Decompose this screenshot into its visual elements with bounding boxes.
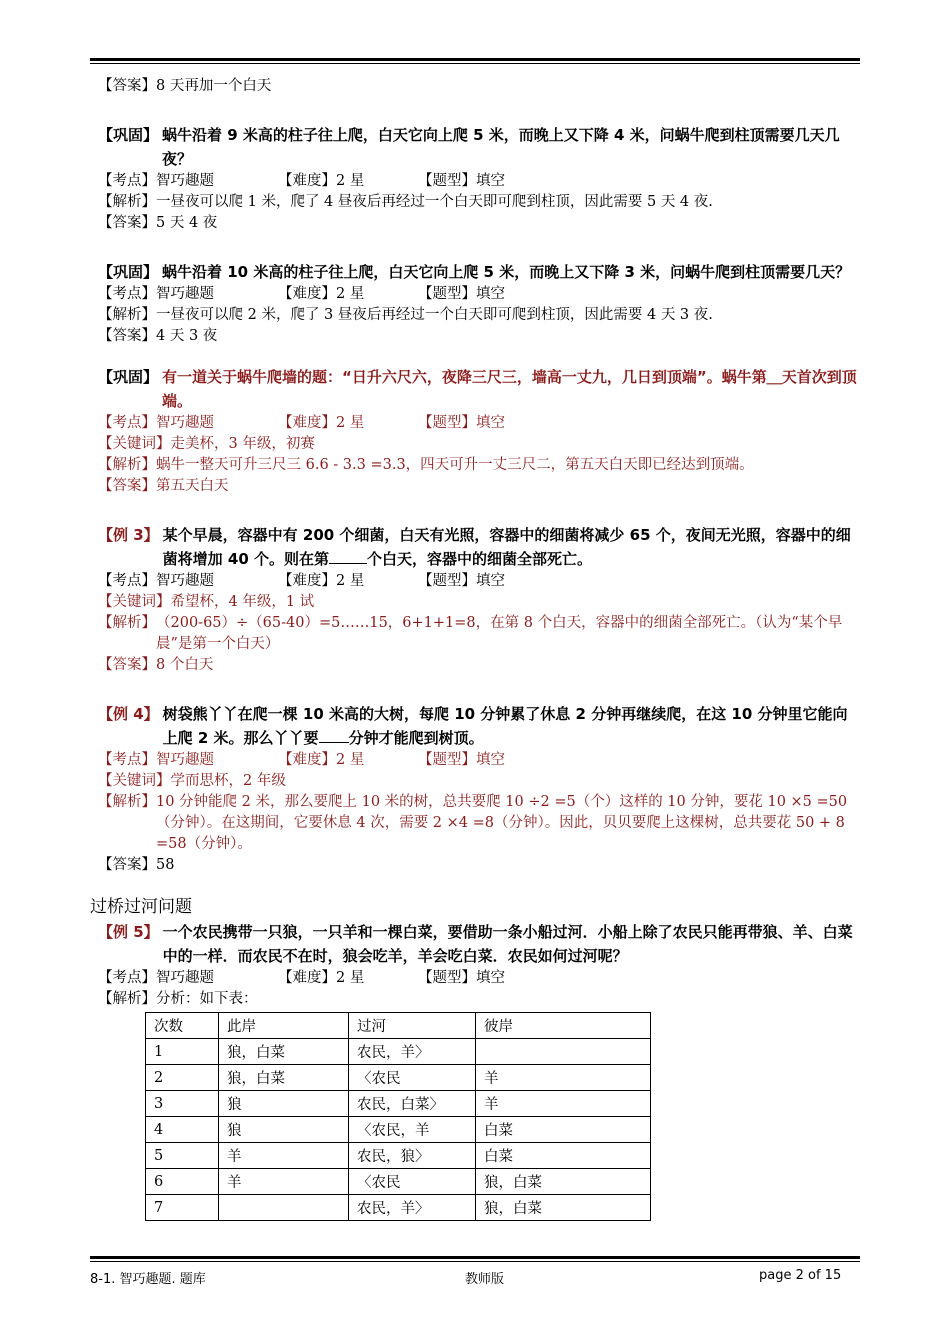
table-header: 过河 <box>349 1013 476 1039</box>
table-row <box>146 1065 651 1091</box>
question-text-a: 某个早晨，容器中有 200 个细菌，白天有光照，容器中的细菌将减少 65 个，夜间无光照，容器中的细菌将增加 40 个。则在第 <box>162 526 851 568</box>
question-block-1 <box>98 123 860 234</box>
question-text <box>159 702 860 750</box>
question-block-ex3 <box>98 523 860 676</box>
jiexi-label: 【解析】 <box>98 615 156 631</box>
section-title: 过桥过河问题 <box>90 897 192 917</box>
table-cell: 狼，白菜 <box>476 1169 651 1195</box>
tixing: 【题型】填空 <box>418 415 505 431</box>
table-cell: 农民，羊〉 <box>349 1195 476 1221</box>
table-cell: 羊 <box>476 1091 651 1117</box>
daan: 【答案】5 天 4 夜 <box>98 215 218 231</box>
question-tag: 【例 4】 <box>98 705 159 723</box>
question <box>98 702 860 750</box>
question-text-b: 分钟才能爬到树顶。 <box>348 729 484 747</box>
page-content <box>90 76 860 1221</box>
table-header-row <box>146 1013 651 1039</box>
question-tag: 【巩固】 <box>98 126 159 144</box>
question-block-ex4 <box>98 702 860 876</box>
kaodian: 【考点】智巧趣题 <box>98 752 214 768</box>
table-cell: 狼，白菜 <box>219 1065 349 1091</box>
nandu: 【难度】2 星 <box>278 173 365 189</box>
jiexi-label: 【解析】 <box>98 307 156 323</box>
answer-blank <box>329 563 367 564</box>
table-cell <box>476 1039 651 1065</box>
question <box>98 123 860 171</box>
header-rule <box>90 58 860 64</box>
question <box>98 365 860 413</box>
table-cell <box>219 1195 349 1221</box>
footer-edition: 教师版 <box>465 1272 505 1287</box>
question-block-3 <box>98 365 860 497</box>
table-header: 此岸 <box>219 1013 349 1039</box>
question <box>98 523 860 571</box>
table-header: 彼岸 <box>476 1013 651 1039</box>
tixing: 【题型】填空 <box>418 286 505 302</box>
table-cell: 羊 <box>476 1065 651 1091</box>
jiexi-label: 【解析】 <box>98 457 156 473</box>
meta-row <box>98 284 860 305</box>
table-cell: 白菜 <box>476 1117 651 1143</box>
footer-page-number: page 2 of 15 <box>759 1268 842 1283</box>
question <box>98 260 860 284</box>
jiexi-text: 一昼夜可以爬 2 米，爬了 3 昼夜后再经过一个白天即可爬到柱顶，因此需要 4 天 3 夜. <box>156 307 713 323</box>
table-cell: 羊 <box>219 1169 349 1195</box>
nandu: 【难度】2 星 <box>278 752 365 768</box>
table-cell: 狼，白菜 <box>219 1039 349 1065</box>
question-tag: 【例 3】 <box>98 526 159 544</box>
tixing: 【题型】填空 <box>418 173 505 189</box>
question-text: 蜗牛沿着 10 米高的柱子往上爬，白天它向上爬 5 米，而晚上又下降 3 米，问蜗牛爬到柱顶需要几天？ <box>162 263 851 281</box>
kaodian: 【考点】智巧趣题 <box>98 173 214 189</box>
jiexi: 【解析】分析：如下表： <box>98 991 258 1007</box>
table-row <box>146 1039 651 1065</box>
question-block-ex5 <box>98 920 860 1221</box>
question-tag: 【巩固】 <box>98 368 159 386</box>
question-text: 一个农民携带一只狼，一只羊和一棵白菜，要借助一条小船过河．小船上除了农民只能再带狼、羊、白菜中的一样．而农民不在时，狼会吃羊，羊会吃白菜．农民如何过河呢？ <box>162 923 853 965</box>
kaodian: 【考点】智巧趣题 <box>98 415 214 431</box>
jiexi-text: 一昼夜可以爬 1 米，爬了 4 昼夜后再经过一个白天即可爬到柱顶，因此需要 5 天 4 夜. <box>156 194 713 210</box>
table-cell: 7 <box>146 1195 219 1221</box>
table-row <box>146 1117 651 1143</box>
answer-prev: 【答案】8 天再加一个白天 <box>98 78 272 94</box>
footer-doc-title: 8-1. 智巧趣题. 题库 <box>90 1272 206 1287</box>
jiexi-text: 蜗牛一整天可升三尺三 6.6 - 3.3 =3.3，四天可升一丈三尺二，第五天白天即已经达到顶端。 <box>156 457 754 473</box>
table-cell: 狼 <box>219 1117 349 1143</box>
meta-row <box>98 968 860 989</box>
answer-blank <box>319 742 349 743</box>
kaodian: 【考点】智巧趣题 <box>98 970 214 986</box>
daan: 【答案】第五天白天 <box>98 478 229 494</box>
jiexi-label: 【解析】 <box>98 194 156 210</box>
nandu: 【难度】2 星 <box>278 573 365 589</box>
footer-rule <box>90 1256 860 1262</box>
table-cell: 〈农民，羊 <box>349 1117 476 1143</box>
table-cell: 5 <box>146 1143 219 1169</box>
question <box>98 920 860 968</box>
table-cell: 农民，狼〉 <box>349 1143 476 1169</box>
table-row <box>146 1143 651 1169</box>
guanjianci: 【关键词】希望杯，4 年级，1 试 <box>98 594 315 610</box>
table-cell: 狼 <box>219 1091 349 1117</box>
tixing: 【题型】填空 <box>418 970 505 986</box>
crossing-table <box>145 1012 651 1221</box>
question-text-b: 个白天，容器中的细菌全部死亡。 <box>367 550 593 568</box>
meta-row <box>98 571 860 592</box>
question-tag: 【例 5】 <box>98 923 159 941</box>
table-cell: 6 <box>146 1169 219 1195</box>
question-text: 蜗牛沿着 9 米高的柱子往上爬，白天它向上爬 5 米，而晚上又下降 4 米，问蜗牛爬到柱顶需要几天几夜？ <box>162 126 840 168</box>
jiexi <box>98 455 860 476</box>
question-text: 有一道关于蜗牛爬墙的题：“日升六尺六，夜降三尺三，墙高一丈九，几日到顶端”。蜗牛第＿天首次到顶端。 <box>162 368 857 410</box>
table-cell: 〈农民 <box>349 1169 476 1195</box>
kaodian: 【考点】智巧趣题 <box>98 286 214 302</box>
table-cell: 羊 <box>219 1143 349 1169</box>
question-block-2 <box>98 260 860 347</box>
jiexi-text: 10 分钟能爬 2 米，那么要爬上 10 米的树，总共要爬 10 ÷2 =5（个）这样的 10 分钟，要花 10 ×5 =50（分钟）。在这期间，它要休息 4 次，需要 2 ×4 =8（分钟）。因此，贝贝要爬上这棵树，总共要花 50 + 8 =58（分钟）。 <box>156 794 848 852</box>
tixing: 【题型】填空 <box>418 573 505 589</box>
nandu: 【难度】2 星 <box>278 415 365 431</box>
meta-row <box>98 750 860 771</box>
table-cell: 2 <box>146 1065 219 1091</box>
question-text-a: 树袋熊丫丫在爬一棵 10 米高的大树，每爬 10 分钟累了休息 2 分钟再继续爬，在这 10 分钟里它能向上爬 2 米。那么丫丫要 <box>162 705 848 747</box>
jiexi-label: 【解析】 <box>98 794 156 810</box>
table-cell: 农民，白菜〉 <box>349 1091 476 1117</box>
daan: 【答案】4 天 3 夜 <box>98 328 218 344</box>
table-row <box>146 1091 651 1117</box>
jiexi <box>98 305 860 326</box>
question-text <box>159 523 860 571</box>
question-tag: 【巩固】 <box>98 263 159 281</box>
daan: 【答案】58 <box>98 857 175 873</box>
meta-row <box>98 171 860 192</box>
nandu: 【难度】2 星 <box>278 970 365 986</box>
jiexi <box>98 613 860 655</box>
table-row <box>146 1195 651 1221</box>
tixing: 【题型】填空 <box>418 752 505 768</box>
table-row <box>146 1169 651 1195</box>
table-cell: 1 <box>146 1039 219 1065</box>
table-header: 次数 <box>146 1013 219 1039</box>
kaodian: 【考点】智巧趣题 <box>98 573 214 589</box>
guanjianci: 【关键词】走美杯，3 年级，初赛 <box>98 436 315 452</box>
jiexi <box>98 192 860 213</box>
table-cell: 3 <box>146 1091 219 1117</box>
table-cell: 狼，白菜 <box>476 1195 651 1221</box>
nandu: 【难度】2 星 <box>278 286 365 302</box>
meta-row <box>98 413 860 434</box>
table-cell: 4 <box>146 1117 219 1143</box>
jiexi <box>98 792 860 855</box>
table-cell: 〈农民 <box>349 1065 476 1091</box>
table-cell: 农民，羊〉 <box>349 1039 476 1065</box>
jiexi-text: （200-65）÷（65-40）=5……15，6+1+1=8，在第 8 个白天，容器中的细菌全部死亡。（认为“某个早晨”是第一个白天） <box>156 615 843 652</box>
daan: 【答案】8 个白天 <box>98 657 214 673</box>
table-cell: 白菜 <box>476 1143 651 1169</box>
guanjianci: 【关键词】学而思杯，2 年级 <box>98 773 286 789</box>
